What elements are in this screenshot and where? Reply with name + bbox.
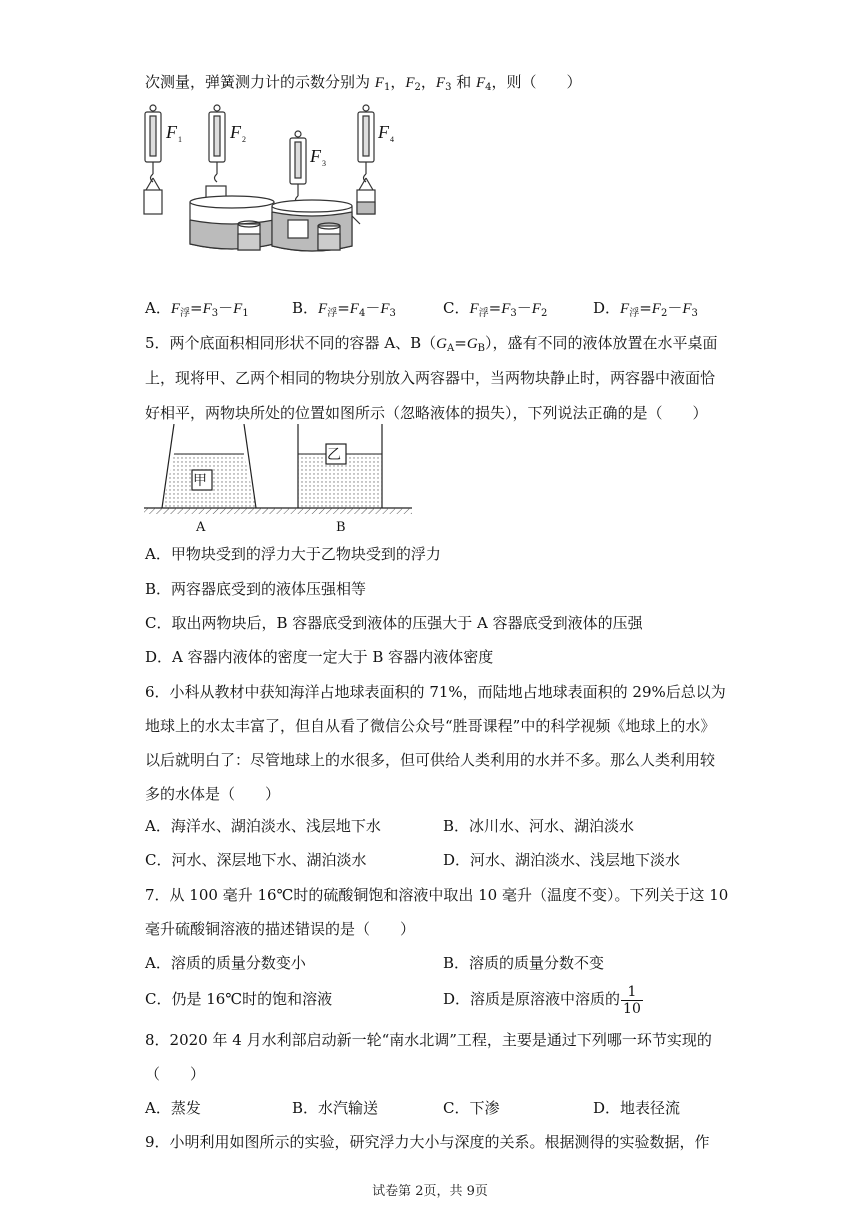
svg-text:4: 4 (390, 135, 394, 144)
q8-stem-line1: 8．2020 年 4 月水利部启动新一轮“南水北调”工程，主要是通过下列哪一环节实现的 (145, 1031, 712, 1049)
block-yi: 乙 (327, 447, 341, 463)
q7-option-b: B．溶质的质量分数不变 (443, 954, 605, 972)
q5-option-a: A．甲物块受到的浮力大于乙物块受到的浮力 (145, 545, 441, 563)
q6-stem-line2: 地球上的水太丰富了，但自从看了微信公众号“胜哥课程”中的科学视频《地球上的水》 (145, 717, 716, 735)
q4-spring-scale-figure (140, 104, 400, 256)
svg-text:3: 3 (322, 159, 326, 168)
q4-stem-continued: 次测量，弹簧测力计的示数分别为 $F_1$，$F_2$，$F_3$ 和 $F_4$，则（ ） (145, 73, 582, 93)
q7-option-a: A．溶质的质量分数变小 (145, 954, 306, 972)
q8-option-c: C．下渗 (443, 1099, 500, 1117)
q6-stem-line4: 多的水体是（ ） (145, 785, 281, 803)
block-jia: 甲 (193, 473, 207, 489)
q4-option-b: B．$F_浮=F_4-F_3$ (292, 299, 396, 319)
svg-text:2: 2 (242, 135, 246, 144)
f2-label: F (230, 122, 241, 142)
svg-text:1: 1 (178, 135, 182, 144)
container-b-label: B (336, 520, 346, 535)
q5-option-b: B．两容器底受到的液体压强相等 (145, 580, 367, 598)
q6-option-a: A．海洋水、湖泊淡水、浅层地下水 (145, 817, 381, 835)
q9-stem-line1: 9．小明利用如图所示的实验，研究浮力大小与深度的关系。根据测得的实验数据，作 (145, 1133, 710, 1151)
q6-stem-line1: 6．小科从教材中获知海洋占地球表面积的 71%，而陆地占地球表面积的 29%后总以为 (145, 683, 726, 701)
f4-label: F (378, 122, 389, 142)
q6-option-c: C．河水、深层地下水、湖泊淡水 (145, 851, 367, 869)
q6-option-d: D．河水、湖泊淡水、浅层地下淡水 (443, 851, 681, 869)
q4-option-a: A．$F_浮=F_3-F_1$ (145, 299, 249, 319)
q5-stem-line3: 好相平，两物块所处的位置如图所示（忽略液体的损失），下列说法正确的是（ ） (145, 404, 708, 422)
q8-option-a: A．蒸发 (145, 1099, 201, 1117)
q7-option-c: C．仍是 16℃时的饱和溶液 (145, 990, 333, 1008)
q4-option-d: D．$F_浮=F_2-F_3$ (593, 299, 698, 319)
q8-option-d: D．地表径流 (593, 1099, 681, 1117)
q8-option-b: B．水汽输送 (292, 1099, 379, 1117)
q5-stem-line2: 上，现将甲、乙两个相同的物块分别放入两容器中，当两物块静止时，两容器中液面恰 (145, 369, 716, 387)
f1-label: F (166, 122, 177, 142)
q5-stem-line1: 5．两个底面积相同形状不同的容器 A、$B(G_A=G_B)$，盛有不同的液体放置在水平桌面 (145, 334, 718, 354)
q7-option-d: D．溶质是原溶液中溶质的 $\frac{1}{10}$ (443, 983, 641, 1017)
page-footer: 试卷第 2页，共 9页 (372, 1184, 488, 1199)
q5-container-figure (140, 424, 420, 536)
q8-stem-line2: （ ） (145, 1065, 206, 1083)
q5-option-d: D．A 容器内液体的密度一定大于 B 容器内液体密度 (145, 648, 494, 666)
q6-option-b: B．冰川水、河水、湖泊淡水 (443, 817, 635, 835)
q6-stem-line3: 以后就明白了：尽管地球上的水很多，但可供给人类利用的水并不多。那么人类利用较 (145, 751, 716, 769)
q4-option-c: C．$F_浮=F_3-F_2$ (443, 299, 548, 319)
q5-option-c: C．取出两物块后，B 容器底受到液体的压强大于 A 容器底受到液体的压强 (145, 614, 643, 632)
one-tenth-fraction: $\frac{1}{10}$ (623, 983, 641, 1017)
q7-stem-line1: 7．从 100 毫升 16℃时的硫酸铜饱和溶液中取出 10 毫升（温度不变）。下列关于这 10 (145, 886, 729, 904)
container-a-label: A (196, 520, 206, 535)
f3-label: F (310, 146, 321, 166)
q7-stem-line2: 毫升硫酸铜溶液的描述错误的是（ ） (145, 920, 416, 938)
